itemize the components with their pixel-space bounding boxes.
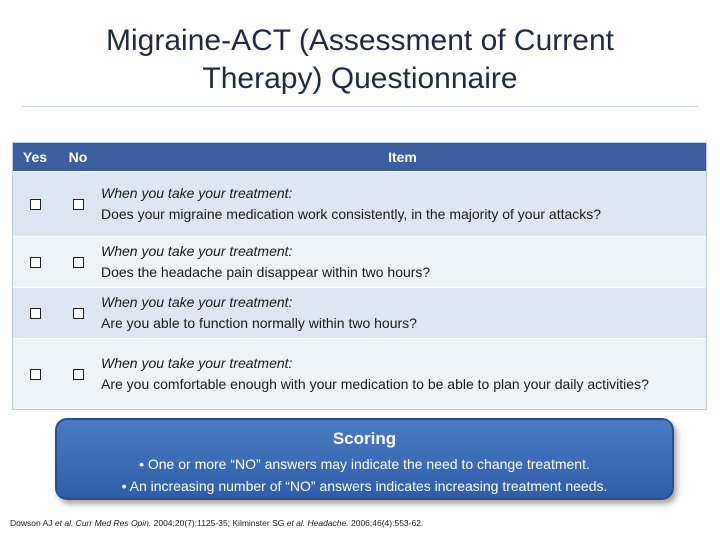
item-text	[99, 179, 706, 229]
yes-cell	[13, 369, 57, 380]
header-yes: Yes	[22, 149, 48, 165]
table-header	[13, 143, 706, 171]
header-item: Item	[388, 149, 417, 165]
item-lead: When you take your treatment:	[101, 185, 293, 201]
title-line-2: Therapy) Questionnaire	[202, 62, 518, 95]
citation-part-1: Dowson AJ	[10, 518, 55, 528]
title-divider	[22, 106, 698, 107]
table-row	[13, 236, 706, 287]
table-row	[13, 287, 706, 338]
yes-checkbox[interactable]	[30, 199, 41, 210]
item-text	[99, 349, 706, 399]
item-question: Are you able to function normally within two hours?	[101, 315, 417, 331]
citation-journal-1: et al. Curr Med Res Opin.	[54, 518, 152, 528]
yes-cell	[13, 308, 57, 319]
title-line-1: Migraine-ACT (Assessment of Current	[106, 24, 614, 57]
yes-cell	[13, 257, 57, 268]
no-cell	[57, 257, 99, 268]
item-lead: When you take your treatment:	[101, 243, 293, 259]
scoring-line-2: • An increasing number of “NO” answers indicates increasing treatment needs.	[121, 478, 608, 494]
item-lead: When you take your treatment:	[101, 294, 293, 310]
no-checkbox[interactable]	[73, 257, 84, 268]
yes-checkbox[interactable]	[30, 369, 41, 380]
citation	[10, 518, 710, 528]
citation-part-2: 2004;20(7):1125-35; Kilminster SG	[151, 518, 287, 528]
header-no: No	[68, 149, 88, 165]
citation-part-3: 2006;46(4):553-62.	[348, 518, 424, 528]
no-cell	[57, 369, 99, 380]
no-checkbox[interactable]	[73, 369, 84, 380]
item-text	[99, 237, 706, 287]
yes-cell	[13, 199, 57, 210]
table-row	[13, 171, 706, 236]
item-question: Does your migraine medication work consistently, in the majority of your attacks?	[101, 206, 602, 222]
scoring-heading: Scoring	[332, 429, 397, 448]
item-lead: When you take your treatment:	[101, 355, 293, 371]
item-question: Does the headache pain disappear within two hours?	[101, 264, 431, 280]
scoring-box	[55, 418, 674, 500]
yes-checkbox[interactable]	[30, 257, 41, 268]
yes-checkbox[interactable]	[30, 308, 41, 319]
page-title	[0, 22, 720, 98]
no-checkbox[interactable]	[73, 199, 84, 210]
table-row	[13, 338, 706, 409]
no-cell	[57, 199, 99, 210]
citation-journal-2: et al. Headache.	[286, 518, 349, 528]
item-question: Are you comfortable enough with your medication to be able to plan your daily activities?	[101, 376, 649, 392]
item-text	[99, 288, 706, 338]
no-checkbox[interactable]	[73, 308, 84, 319]
no-cell	[57, 308, 99, 319]
questionnaire-table	[12, 142, 707, 410]
scoring-line-1: • One or more “NO” answers may indicate the need to change treatment.	[139, 456, 590, 472]
